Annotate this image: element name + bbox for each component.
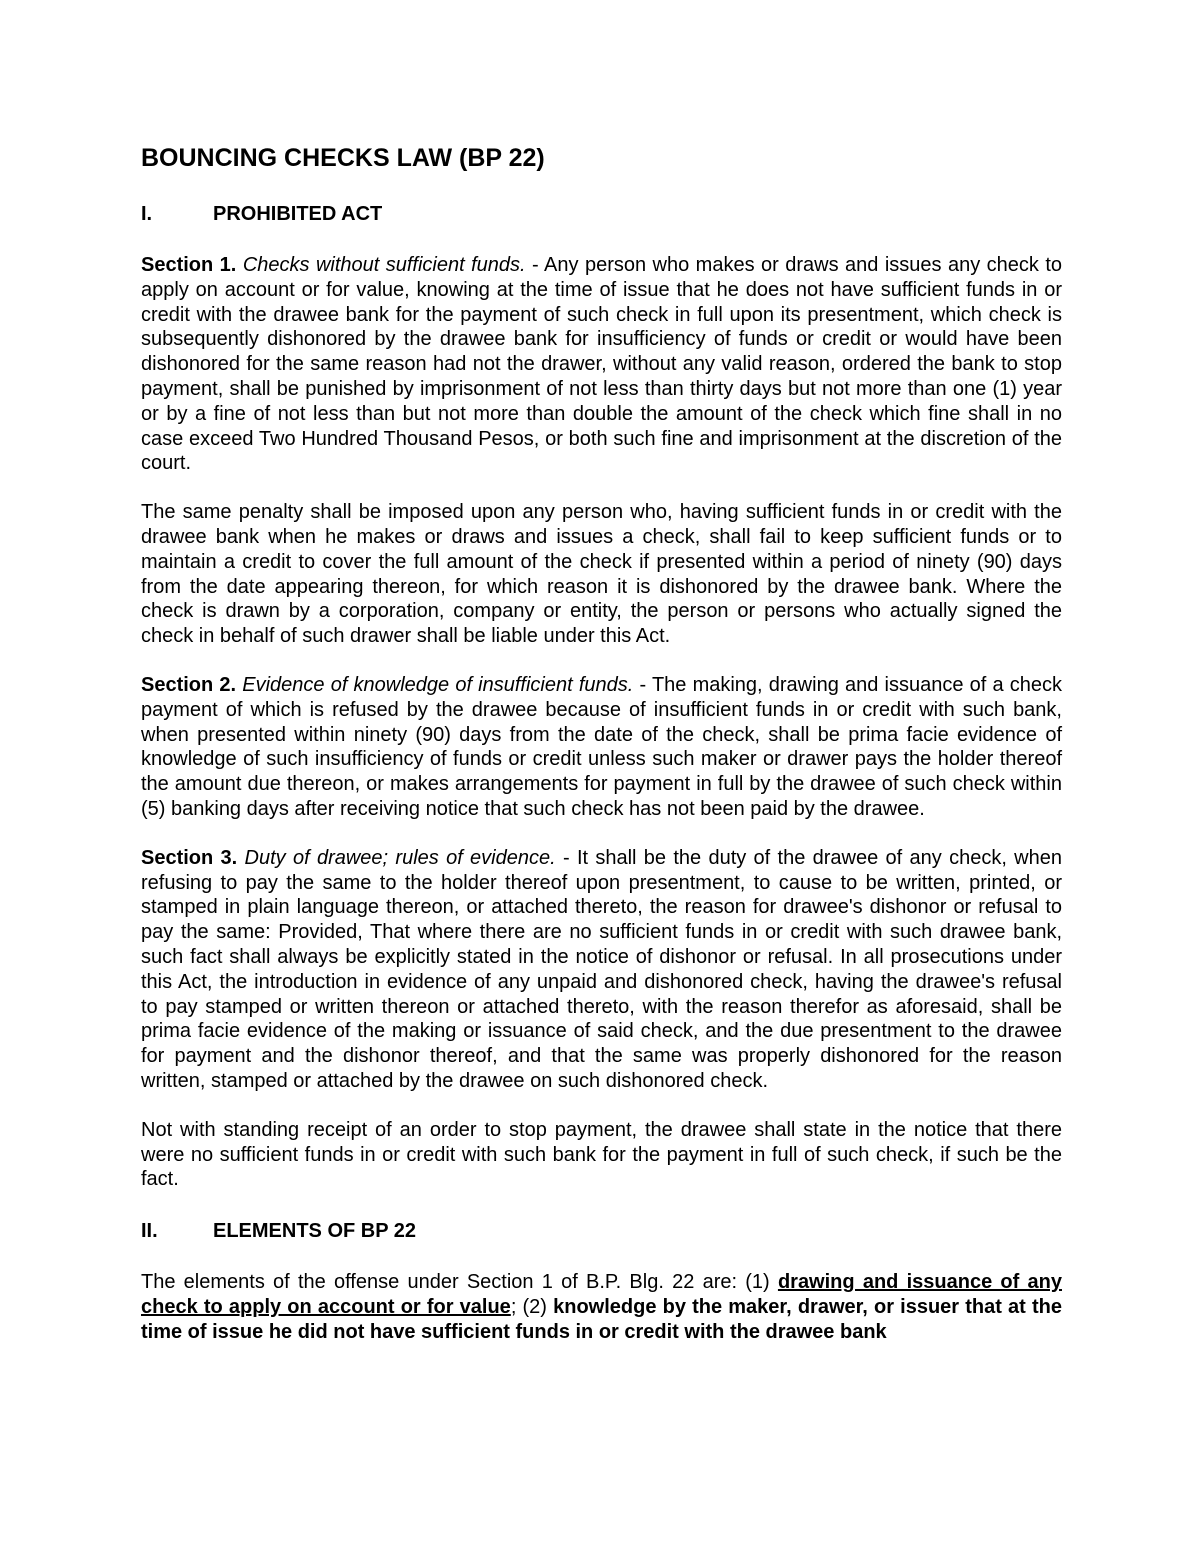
section-3-label: Section 3. <box>141 846 238 869</box>
elements-paragraph <box>141 1270 1062 1344</box>
section-3-paragraph <box>141 846 1062 1094</box>
section-3-body: - It shall be the duty of the drawee of any check, when refusing to pay the same to the holder thereof upon presentment, to cause to be written, printed, or stamped in plain language thereon, or attached thereto, the reason for drawee's dishonor or refusal to pay the same: Provided, That where there are no sufficient funds in or credit with such drawee bank, such fact shall always be explicitly stated in the notice of dishonor or refusal. In all prosecutions under this Act, the introduction in evidence of any unpaid and dishonored check, having the drawee's refusal to pay stamped or written thereon or attached thereto, with the reason therefor as aforesaid, shall be prima facie evidence of the making or issuance of said check, and the due presentment to the drawee for payment and the dishonor thereof, and that the same was properly dishonored for the reason written, stamped or attached by the drawee on such dishonored check. <box>141 846 1062 1092</box>
element-1: drawing and issuance of any check to apply on account or for value <box>141 1271 1062 1318</box>
elements-intro: The elements of the offense under Section 1 of B.P. Blg. 22 are: (1) <box>141 1271 778 1294</box>
section-1-body: - Any person who makes or draws and issues any check to apply on account or for value, knowing at the time of issue that he does not have sufficient funds in or credit with the drawee bank for the payment of such check in full upon its presentment, which check is subsequently dishonored by the drawee bank for insufficiency of funds or credit or would have been dishonored for the same reason had not the drawer, without any valid reason, ordered the bank to stop payment, shall be punished by imprisonment of not less than thirty days but not more than one (1) year or by a fine of not less than but not more than double the amount of the check which fine shall in no case exceed Two Hundred Thousand Pesos, or both such fine and imprisonment at the discretion of the court. <box>141 254 1063 475</box>
elements-separator: ; (2) <box>510 1295 554 1318</box>
section-3-heading: Duty of drawee; rules of evidence. <box>244 846 556 869</box>
section-2-body: - The making, drawing and issuance of a check payment of which is refused by the drawee because of insufficient funds in or credit with such bank, when presented within ninety (90) days from the date of the check, shall be prima facie evidence of knowledge of such insufficiency of funds or credit unless such maker or drawer pays the holder thereof the amount due thereon, or makes arrangements for payment in full by the drawee of such check within (5) banking days after receiving notice that such check has not been paid by the drawee. <box>141 673 1062 820</box>
section-2-label: Section 2. <box>141 673 237 696</box>
section-2-heading: Evidence of knowledge of insufficient funds. <box>242 673 634 696</box>
notwithstanding-paragraph: Not with standing receipt of an order to stop payment, the drawee shall state in the notice that there were no sufficient funds in or credit with such bank for the payment in full of such check, if such be the fact. <box>141 1118 1062 1191</box>
section-number: I. <box>141 203 153 225</box>
section-1-label: Section 1. <box>141 254 237 276</box>
element-2: knowledge by the maker, drawer, or issuer that at the time of issue he did not have sufficient funds in or credit with the drawee bank <box>141 1295 1062 1343</box>
section-1-heading: Checks without sufficient funds. <box>242 254 526 276</box>
section-1-paragraph <box>141 253 1062 476</box>
section-heading-prohibited-act <box>141 199 1062 229</box>
section-2-paragraph <box>141 673 1062 822</box>
section-heading-elements <box>141 1216 1062 1246</box>
same-penalty-paragraph: The same penalty shall be imposed upon any person who, having sufficient funds in or credit with the drawee bank when he makes or draws and issues a check, shall fail to keep sufficient funds or to maintain a credit to cover the full amount of the check if presented within a period of ninety (90) days from the date appearing thereon, for which reason it is dishonored by the drawee bank. Where the check is drawn by a corporation, company or entity, the person or persons who actually signed the check in behalf of such drawer shall be liable under this Act. <box>141 501 1062 648</box>
section-title: PROHIBITED ACT <box>213 203 383 225</box>
section-title: ELEMENTS OF BP 22 <box>213 1220 417 1243</box>
section-number: II. <box>141 1220 158 1243</box>
document-title: BOUNCING CHECKS LAW (BP 22) <box>141 144 545 172</box>
document-content <box>141 141 1062 1368</box>
